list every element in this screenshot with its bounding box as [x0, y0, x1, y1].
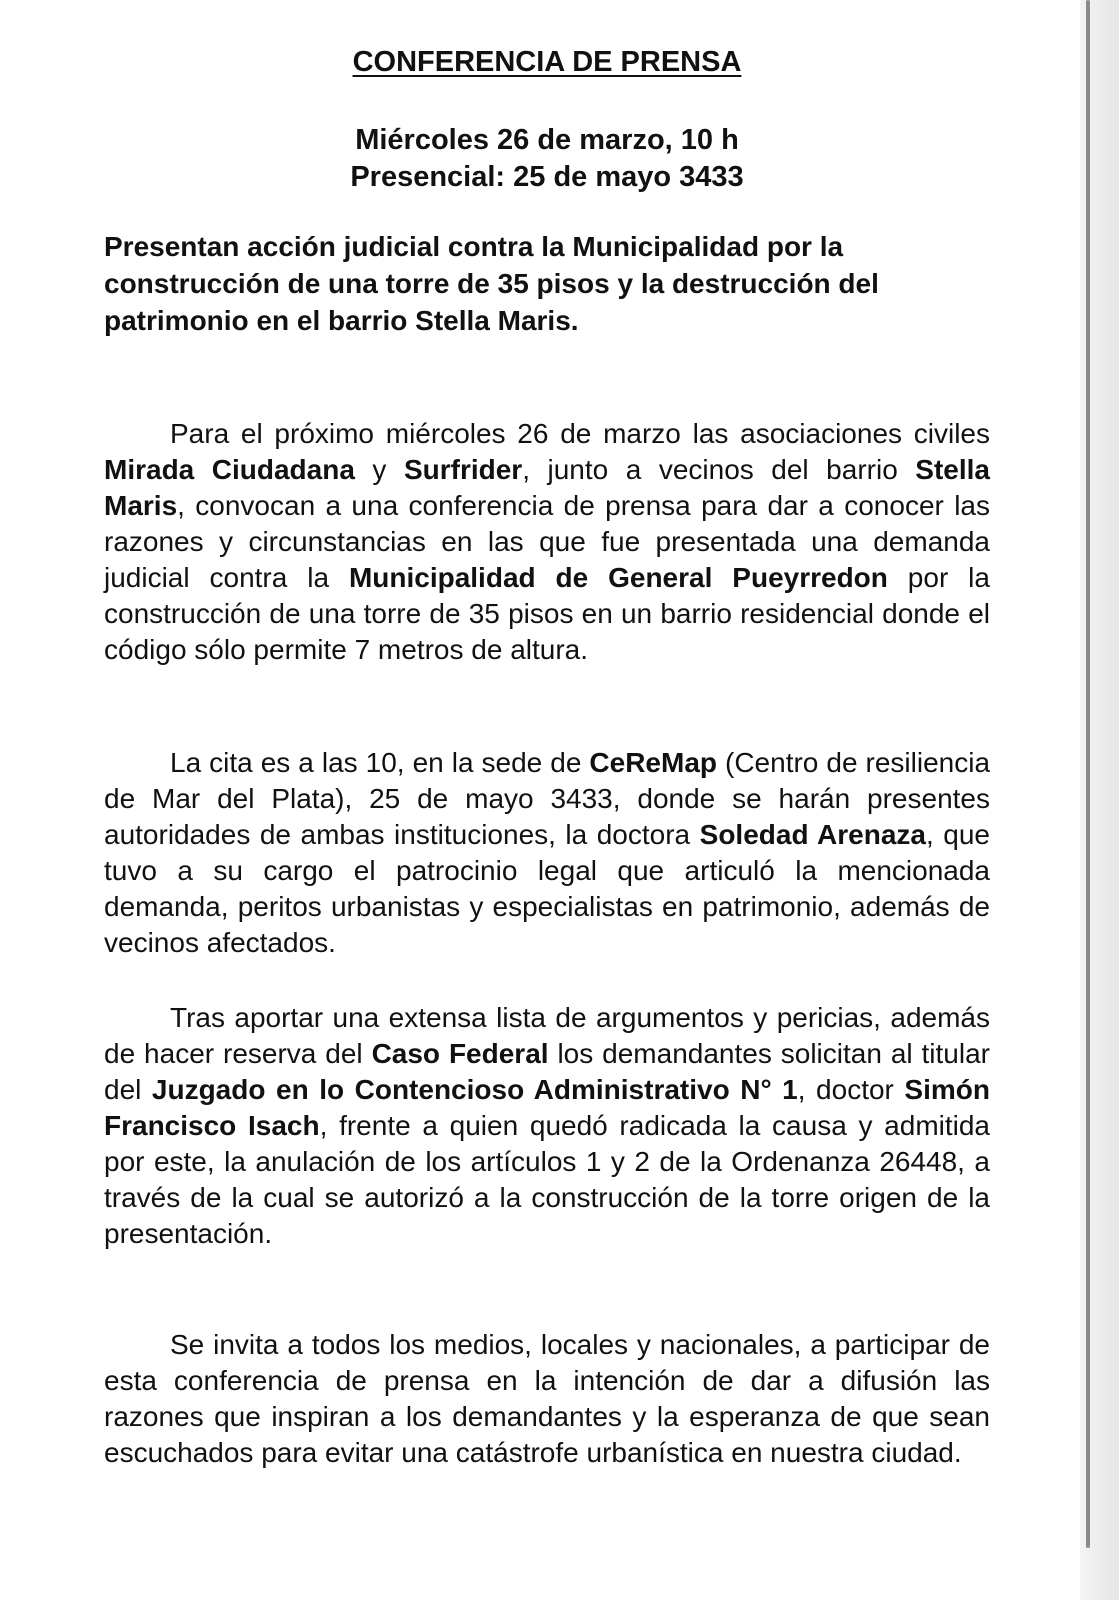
text-segment: y	[354, 454, 404, 485]
text-segment: , junto a vecinos del barrio	[522, 454, 916, 485]
municipality-name: Municipalidad de General Pueyrredon	[348, 562, 888, 593]
event-location: Presencial: 25 de mayo 3433	[350, 161, 744, 193]
paragraph-venue	[104, 745, 990, 961]
text-segment: La cita es a las 10, en la sede de	[170, 747, 590, 778]
text-segment: Tras aportar una extensa lista de argumentos y pericias, además de hacer reserva del	[104, 1002, 990, 1069]
text-segment: Se invita a todos los medios, locales y nacionales, a participar de esta conferencia de prensa en la intención de dar a difusión las razones que inspiran a los demandantes y la esperanza de que sean escuchados para evitar una catástrofe urbanística en nuestra ciudad.	[104, 1329, 990, 1468]
org-surfrider: Surfrider	[403, 454, 523, 485]
judge-name: Simón Francisco Isach	[104, 1074, 990, 1141]
headline: Presentan acción judicial contra la Municipalidad por la construcción de una torre de 35 pisos y la destrucción del patrimonio en el barrio Stella Maris.	[104, 231, 879, 336]
federal-case: Caso Federal	[371, 1038, 549, 1069]
text-segment: por la construcción de una torre de 35 pisos en un barrio residencial donde el código sólo permite 7 metros de altura.	[104, 562, 990, 665]
text-segment: (Centro de resiliencia de Mar del Plata), 25 de mayo 3433, donde se harán presentes autoridades de ambas instituciones, la doctora	[104, 747, 991, 850]
paragraph-invitation	[104, 416, 990, 668]
paragraph-media-invite	[104, 1327, 990, 1471]
text-segment: , doctor	[797, 1074, 905, 1105]
paragraph-lawsuit	[104, 1000, 990, 1252]
text-segment: , frente a quien quedó radicada la causa y admitida por este, la anulación de los artículos 1 y 2 de la Ordenanza 26448, a través de la cual se autorizó a la construcción de la torre origen de la presentación.	[104, 1110, 991, 1249]
text-segment: los demandantes solicitan al titular del	[104, 1038, 990, 1105]
neighborhood-name: Stella Maris	[104, 454, 990, 521]
page-title: CONFERENCIA DE PRENSA	[352, 46, 742, 78]
text-segment: Para el próximo miércoles 26 de marzo las asociaciones civiles	[170, 418, 990, 449]
org-mirada-ciudadana: Mirada Ciudadana	[104, 454, 355, 485]
page-edge-line	[1086, 0, 1090, 1548]
lawyer-name: Soledad Arenaza	[699, 819, 926, 850]
event-details	[0, 122, 1094, 196]
venue-name: CeReMap	[589, 747, 717, 778]
court-name: Juzgado en lo Contencioso Administrativo N° 1	[151, 1074, 798, 1105]
text-segment: , que tuvo a su cargo el patrocinio legal que articuló la mencionada demanda, peritos urbanistas y especialistas en patrimonio, además de vecinos afectados.	[104, 819, 990, 958]
text-segment: , convocan a una conferencia de prensa para dar a conocer las razones y circunstancias en las que fue presentada una demanda judicial contra la	[104, 490, 990, 593]
event-date: Miércoles 26 de marzo, 10 h	[355, 124, 739, 156]
